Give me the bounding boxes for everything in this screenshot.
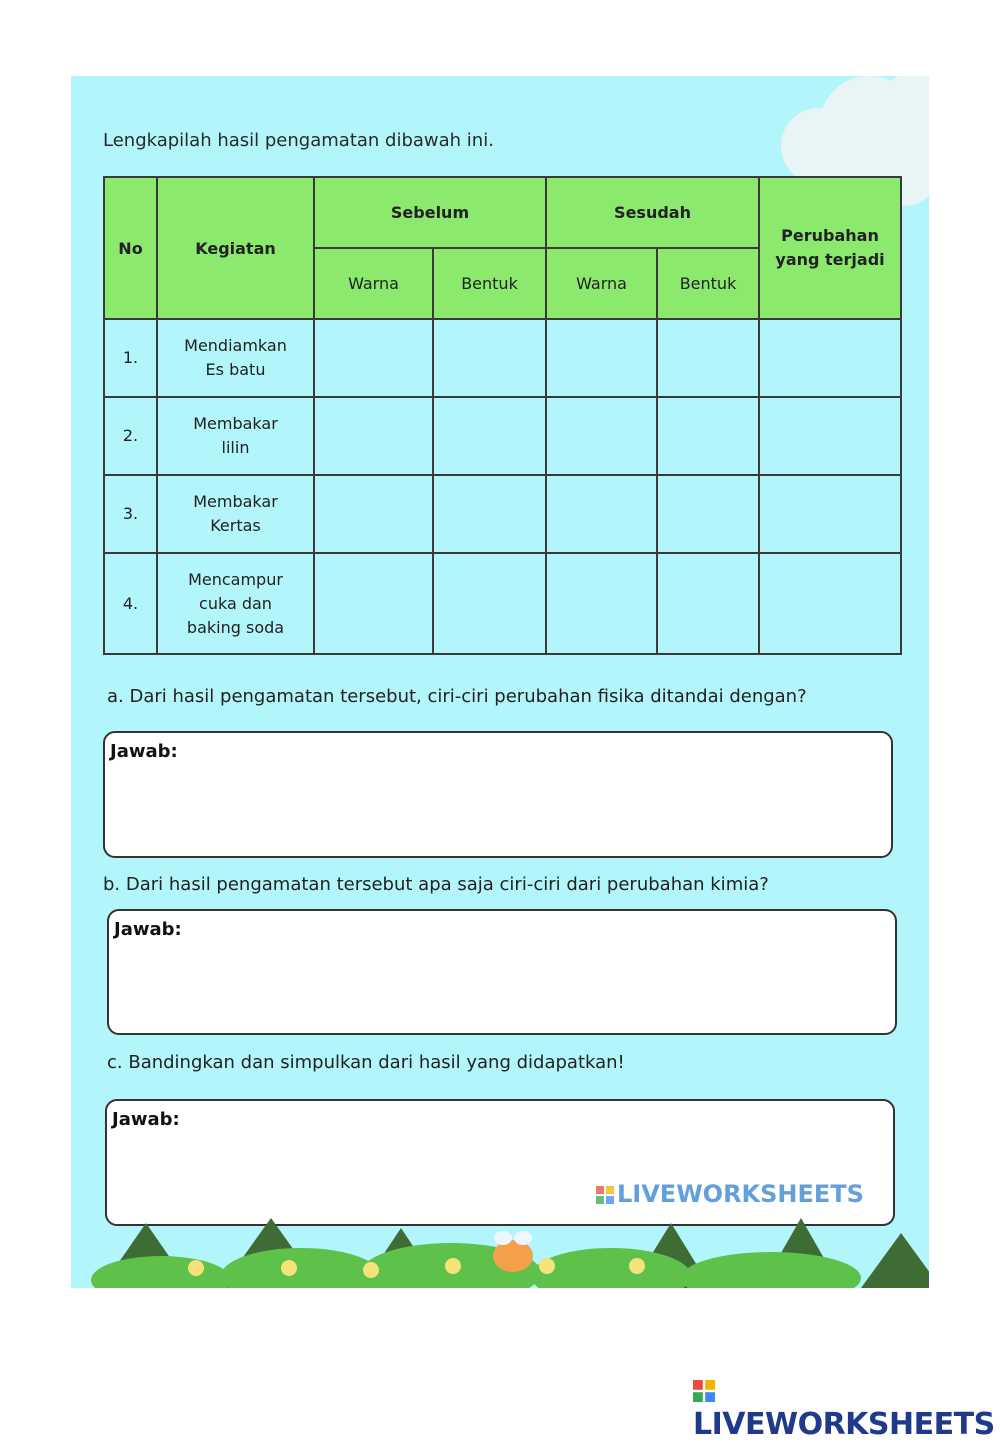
cell-sesudah-bentuk[interactable] xyxy=(657,553,759,654)
answer-box-b[interactable] xyxy=(107,909,897,1035)
row-activity xyxy=(157,553,314,654)
row-number: 4. xyxy=(104,553,157,654)
activity-line: cuka dan xyxy=(199,593,272,613)
table-row xyxy=(104,475,901,553)
question-b: b. Dari hasil pengamatan tersebut apa saja ciri-ciri dari perubahan kimia? xyxy=(103,874,769,895)
watermark-inner xyxy=(596,1180,864,1208)
watermark-footer xyxy=(693,1372,1000,1442)
answer-label: Jawab: xyxy=(114,919,182,940)
activity-line: Kertas xyxy=(210,516,261,535)
cell-sesudah-bentuk[interactable] xyxy=(657,397,759,475)
header-perubahan xyxy=(759,177,901,319)
header-sesudah: Sesudah xyxy=(546,177,759,248)
header-sebelum-bentuk: Bentuk xyxy=(433,248,546,319)
header-sesudah-bentuk: Bentuk xyxy=(657,248,759,319)
header-kegiatan: Kegiatan xyxy=(157,177,314,319)
cell-sebelum-warna[interactable] xyxy=(314,475,433,553)
cell-sesudah-bentuk[interactable] xyxy=(657,319,759,397)
cell-perubahan[interactable] xyxy=(759,475,901,553)
activity-line: lilin xyxy=(221,438,250,457)
header-no: No xyxy=(104,177,157,319)
observation-table xyxy=(103,176,902,655)
cell-perubahan[interactable] xyxy=(759,397,901,475)
instruction-text: Lengkapilah hasil pengamatan dibawah ini. xyxy=(103,130,494,151)
row-activity xyxy=(157,397,314,475)
watermark-text: LIVEWORKSHEETS xyxy=(617,1180,864,1208)
cell-sesudah-warna[interactable] xyxy=(546,319,657,397)
table-row xyxy=(104,397,901,475)
question-c: c. Bandingkan dan simpulkan dari hasil yang didapatkan! xyxy=(107,1052,625,1073)
liveworksheets-logo-icon xyxy=(596,1186,614,1204)
cell-sebelum-bentuk[interactable] xyxy=(433,475,546,553)
header-sesudah-warna: Warna xyxy=(546,248,657,319)
liveworksheets-logo-icon xyxy=(693,1380,715,1402)
cell-sebelum-warna[interactable] xyxy=(314,319,433,397)
activity-line: Membakar xyxy=(193,414,278,433)
activity-line: Es batu xyxy=(205,360,266,379)
header-sebelum-warna: Warna xyxy=(314,248,433,319)
cell-perubahan[interactable] xyxy=(759,553,901,654)
row-activity xyxy=(157,475,314,553)
cell-sesudah-warna[interactable] xyxy=(546,475,657,553)
cell-sesudah-warna[interactable] xyxy=(546,397,657,475)
table-row xyxy=(104,553,901,654)
row-number: 3. xyxy=(104,475,157,553)
answer-label: Jawab: xyxy=(110,741,178,762)
table-row xyxy=(104,319,901,397)
cell-sesudah-warna[interactable] xyxy=(546,553,657,654)
question-a: a. Dari hasil pengamatan tersebut, ciri-ciri perubahan fisika ditandai dengan? xyxy=(107,686,807,707)
row-activity xyxy=(157,319,314,397)
worksheet xyxy=(71,76,929,1288)
cell-sebelum-warna[interactable] xyxy=(314,397,433,475)
header-perubahan-line2: yang terjadi xyxy=(775,250,885,269)
cell-sebelum-warna[interactable] xyxy=(314,553,433,654)
activity-line: Membakar xyxy=(193,492,278,511)
cell-sebelum-bentuk[interactable] xyxy=(433,319,546,397)
watermark-text: LIVEWORKSHEETS xyxy=(693,1407,995,1442)
cell-sesudah-bentuk[interactable] xyxy=(657,475,759,553)
header-sebelum: Sebelum xyxy=(314,177,546,248)
answer-box-a[interactable] xyxy=(103,731,893,858)
activity-line: baking soda xyxy=(186,617,285,637)
row-number: 2. xyxy=(104,397,157,475)
forest-illustration xyxy=(71,1218,929,1288)
answer-label: Jawab: xyxy=(112,1109,180,1130)
activity-line: Mencampur xyxy=(188,569,283,589)
cell-perubahan[interactable] xyxy=(759,319,901,397)
header-perubahan-line1: Perubahan xyxy=(781,226,879,245)
row-number: 1. xyxy=(104,319,157,397)
cell-sebelum-bentuk[interactable] xyxy=(433,553,546,654)
activity-line: Mendiamkan xyxy=(184,336,287,355)
cell-sebelum-bentuk[interactable] xyxy=(433,397,546,475)
